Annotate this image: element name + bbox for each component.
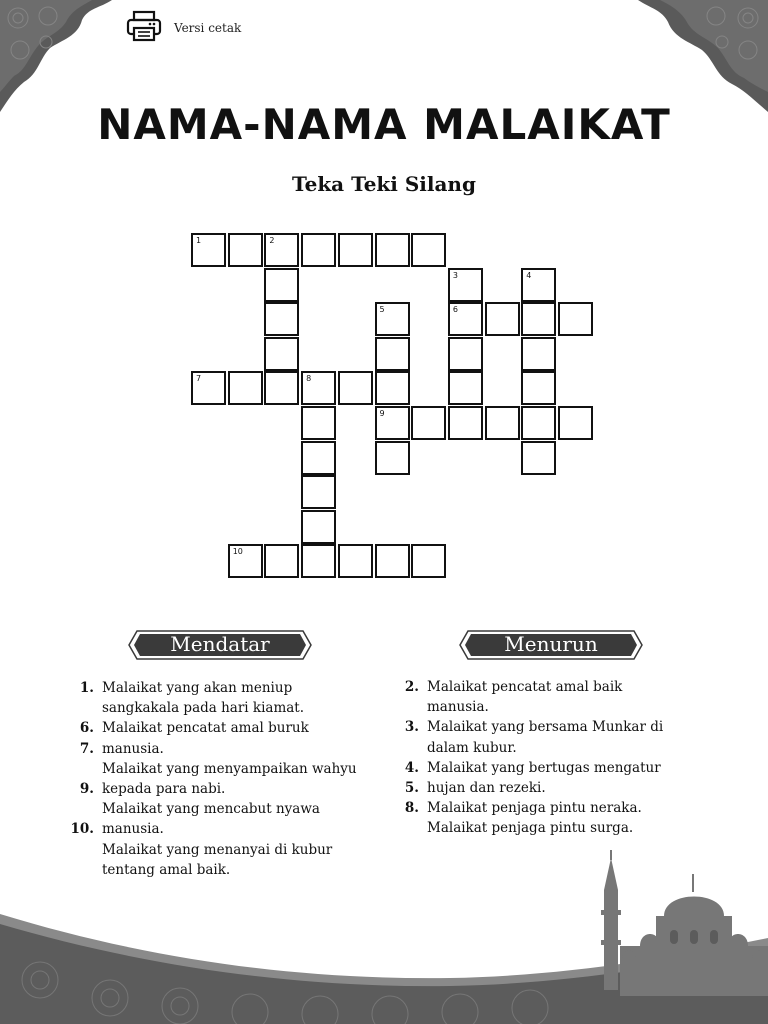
- clue-item-text: manusia.: [102, 740, 164, 757]
- crossword-cell[interactable]: [264, 544, 299, 578]
- crossword-cell[interactable]: [521, 406, 556, 440]
- menurun-heading: Menurun: [504, 632, 598, 656]
- clue-item-text: manusia.: [427, 699, 489, 716]
- clue-item-number: 5.: [404, 780, 419, 797]
- crossword-cell[interactable]: [338, 544, 373, 578]
- crossword-cell[interactable]: [228, 544, 263, 578]
- crossword-cell[interactable]: [301, 441, 336, 475]
- clue-number: 6: [452, 305, 458, 315]
- crossword-cell[interactable]: [191, 371, 226, 405]
- mendatar-clue-item: [70, 779, 380, 799]
- clue-item-number: 3.: [404, 719, 419, 736]
- clue-item-number: [70, 759, 102, 779]
- page-title: NAMA-NAMA MALAIKAT: [97, 100, 671, 149]
- clue-item-text: Malaikat yang bertugas mengatur: [427, 759, 661, 776]
- crossword-cell[interactable]: [338, 233, 373, 267]
- clue-item-text: Malaikat yang menyampaikan wahyu: [102, 760, 357, 777]
- page-subtitle: Teka Teki Silang: [292, 172, 476, 196]
- clue-item-number: 7.: [79, 740, 94, 757]
- menurun-clue-item: [395, 717, 695, 737]
- clue-item-text: manusia.: [102, 821, 164, 838]
- crossword-cell[interactable]: [448, 406, 483, 440]
- crossword-cell[interactable]: [301, 371, 336, 405]
- menurun-clue-item: [395, 778, 695, 798]
- clue-item-number: [395, 738, 427, 758]
- crossword-cell[interactable]: [375, 371, 410, 405]
- clue-item-text: dalam kubur.: [427, 739, 517, 756]
- crossword-cell[interactable]: [301, 510, 336, 544]
- mendatar-clue-item: [70, 678, 380, 698]
- clue-item-text: tentang amal baik.: [102, 861, 231, 878]
- menurun-clue-item: [395, 738, 695, 758]
- mendatar-heading-banner: [127, 628, 313, 662]
- clue-item-number: 4.: [404, 759, 419, 776]
- mendatar-clue-item: [70, 819, 380, 839]
- crossword-cell[interactable]: [301, 544, 336, 578]
- clue-number: 7: [196, 374, 202, 384]
- clue-item-text: Malaikat penjaga pintu neraka.: [427, 800, 642, 817]
- menurun-clue-item: [395, 798, 695, 818]
- crossword-cell[interactable]: [521, 441, 556, 475]
- clue-number: 5: [379, 305, 385, 315]
- clue-item-text: Malaikat yang bersama Munkar di: [427, 719, 664, 736]
- crossword-cell[interactable]: [411, 544, 446, 578]
- crossword-cell[interactable]: [448, 337, 483, 371]
- clue-item-text: kepada para nabi.: [102, 781, 226, 798]
- clue-item-number: [70, 799, 102, 819]
- clue-item-number: [395, 697, 427, 717]
- crossword-cell[interactable]: [485, 302, 520, 336]
- clue-item-number: 6.: [79, 720, 94, 737]
- crossword-cell[interactable]: [264, 268, 299, 302]
- crossword-cell[interactable]: [338, 371, 373, 405]
- mendatar-heading: Mendatar: [170, 632, 270, 656]
- crossword-cell[interactable]: [375, 544, 410, 578]
- clue-item-number: 8.: [404, 800, 419, 817]
- clue-item-number: [395, 818, 427, 838]
- mendatar-clue-item: [70, 698, 380, 718]
- clue-item-number: [70, 698, 102, 718]
- mendatar-clue-item: [70, 799, 380, 819]
- clue-number: 10: [232, 547, 243, 557]
- clue-item-number: 9.: [79, 781, 94, 798]
- crossword-cell[interactable]: [264, 233, 299, 267]
- menurun-clue-list: [395, 677, 695, 839]
- mendatar-clue-item: [70, 759, 380, 779]
- crossword-cell[interactable]: [521, 268, 556, 302]
- crossword-cell[interactable]: [448, 371, 483, 405]
- clue-number: 4: [526, 270, 532, 280]
- crossword-cell[interactable]: [264, 337, 299, 371]
- crossword-cell[interactable]: [558, 406, 593, 440]
- crossword-cell[interactable]: [448, 268, 483, 302]
- crossword-cell[interactable]: [411, 406, 446, 440]
- crossword-cell[interactable]: [375, 302, 410, 336]
- mendatar-clue-item: [70, 718, 380, 738]
- crossword-cell[interactable]: [301, 406, 336, 440]
- crossword-cell[interactable]: [301, 475, 336, 509]
- menurun-clue-item: [395, 677, 695, 697]
- clue-item-text: Malaikat pencatat amal baik: [427, 679, 623, 695]
- crossword-cell[interactable]: [411, 233, 446, 267]
- crossword-cell[interactable]: [558, 302, 593, 336]
- clue-number: 3: [452, 270, 458, 280]
- clue-number: 1: [196, 236, 202, 245]
- mosque-silhouette-decoration: [0, 850, 768, 1024]
- crossword-cell[interactable]: [301, 233, 336, 267]
- crossword-cell[interactable]: [264, 302, 299, 336]
- crossword-cell[interactable]: [521, 302, 556, 336]
- menurun-heading-banner: [458, 628, 644, 662]
- crossword-cell[interactable]: [521, 337, 556, 371]
- clue-item-number: 10.: [70, 821, 94, 838]
- menurun-clue-item: [395, 818, 695, 838]
- crossword-cell[interactable]: [375, 406, 410, 440]
- clue-item-text: Malaikat penjaga pintu surga.: [427, 820, 634, 837]
- clue-item-text: Malaikat yang akan meniup: [102, 680, 293, 696]
- menurun-clue-item: [395, 697, 695, 717]
- clue-item-text: sangkakala pada hari kiamat.: [102, 700, 305, 717]
- crossword-cell[interactable]: [485, 406, 520, 440]
- clue-number: 2: [269, 236, 275, 245]
- print-version-label: Versi cetak: [174, 21, 242, 35]
- crossword-cell[interactable]: [448, 302, 483, 336]
- clue-item-number: 2.: [404, 679, 419, 695]
- mendatar-clue-item: [70, 739, 380, 759]
- clue-item-text: Malaikat yang menanyai di kubur: [102, 841, 333, 858]
- clue-number: 9: [379, 409, 385, 418]
- clue-number: 8: [306, 374, 312, 384]
- crossword-cell[interactable]: [264, 371, 299, 405]
- clue-item-text: Malaikat yang mencabut nyawa: [102, 801, 320, 818]
- crossword-cell[interactable]: [521, 371, 556, 405]
- clue-item-text: hujan dan rezeki.: [427, 780, 546, 797]
- menurun-clue-item: [395, 758, 695, 778]
- crossword-cell[interactable]: [375, 441, 410, 475]
- crossword-cell[interactable]: [228, 371, 263, 405]
- clue-item-text: Malaikat pencatat amal buruk: [102, 720, 309, 737]
- crossword-cell[interactable]: [375, 337, 410, 371]
- crossword-cell[interactable]: [191, 233, 226, 267]
- clue-item-number: 1.: [79, 680, 94, 696]
- crossword-cell[interactable]: [375, 233, 410, 267]
- crossword-cell[interactable]: [228, 233, 263, 267]
